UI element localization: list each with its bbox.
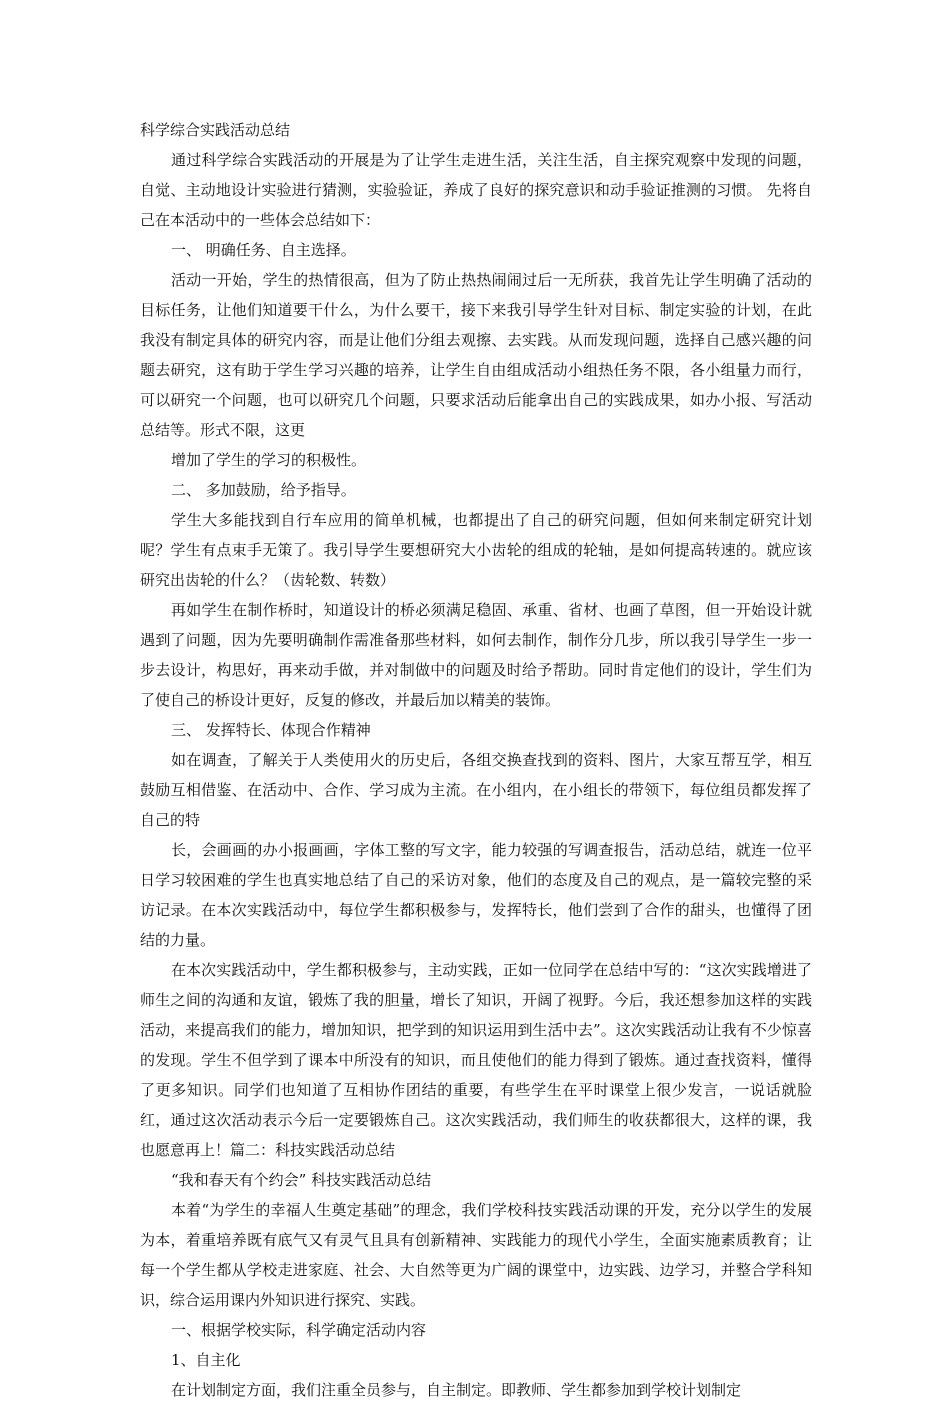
section1-paragraph-1: 活动一开始，学生的热情很高，但为了防止热热闹闹过后一无所获，我首先让学生明确了活动的目标任务，让他们知道要干什么，为什么要干，接下来我引导学生针对目标、制定实验的计划，在此我没有制定具体的研究内容，而是让他们分组去观擦、去实践。从而发现问题，选择自己感兴趣的问题去研究，这有助于学生学习兴趣的培养，让学生自由组成活动小组热任务不限，各小组量力而行，可以研究一个问题，也可以研究几个问题，只要求活动后能拿出自己的实践成果，如办小报、写活动总结等。形式不限，这更 — [140, 271, 812, 439]
part2-title: “我和春天有个约会” 科技实践活动总结 — [171, 1171, 432, 1189]
section1-paragraph-2: 增加了学生的学习的积极性。 — [171, 451, 367, 469]
section3-heading: 三、 发挥特长、体现合作精神 — [171, 721, 371, 739]
part2-section1-heading: 一、根据学校实际，科学确定活动内容 — [171, 1321, 427, 1339]
section2-paragraph-2: 再如学生在制作桥时，知道设计的桥必须满足稳固、承重、省材、也画了草图，但一开始设计就遇到了问题，因为先要明确制作需准备那些材料，如何去制作，制作分几步，所以我引导学生一步一步去设计，构思好，再来动手做，并对制做中的问题及时给予帮助。同时肯定他们的设计，学生们为了使自己的桥设计更好，反复的修改，并最后加以精美的装饰。 — [140, 601, 812, 709]
part2-intro-paragraph: 本着“为学生的幸福人生奠定基础”的理念，我们学校科技实践活动课的开发，充分以学生的发展为本，着重培养既有底气又有灵气且具有创新精神、实践能力的现代小学生，全面实施素质教育；让每一个学生都从学校走进家庭、社会、大自然等更为广阔的课堂中，边实践、边学习，并整合学科知识，综合运用课内外知识进行探究、实践。 — [140, 1201, 812, 1309]
part2-subsection1-heading: 1、自主化 — [171, 1351, 241, 1369]
section3-paragraph-1: 如在调查，了解关于人类使用火的历史后，各组交换查找到的资料、图片，大家互帮互学，相互鼓励互相借鉴、在活动中、合作、学习成为主流。在小组内，在小组长的带领下，每位组员都发挥了自己的特 — [140, 751, 812, 829]
section2-paragraph-1: 学生大多能找到自行车应用的简单机械，也都提出了自己的研究问题，但如何来制定研究计划呢？学生有点束手无策了。我引导学生要想研究大小齿轮的组成的轮轴，是如何提高转速的。就应该研究出齿轮的什么？（齿轮数、转数） — [140, 511, 812, 589]
intro-paragraph: 通过科学综合实践活动的开展是为了让学生走进生活，关注生活，自主探究观察中发现的问题，自觉、主动地设计实验进行猜测，实验验证，养成了良好的探究意识和动手验证推测的习惯。 先将自己在本活动中的一些体会总结如下： — [140, 151, 812, 229]
conclusion-paragraph: 在本次实践活动中，学生都积极参与，主动实践，正如一位同学在总结中写的：“这次实践增进了师生之间的沟通和友谊，锻炼了我的胆量，增长了知识，开阔了视野。今后，我还想参加这样的实践活动，来提高我们的能力，增加知识，把学到的知识运用到生活中去”。这次实践活动让我有不少惊喜的发现。学生不但学到了课本中所没有的知识，而且使他们的能力得到了锻炼。通过查找资料，懂得了更多知识。同学们也知道了互相协作团结的重要，有些学生在平时课堂上很少发言，一说话就脸红，通过这次活动表示今后一定要锻炼自己。这次实践活动，我们师生的收获都很大，这样的课，我也愿意再上！篇二：科技实践活动总结 — [140, 961, 812, 1159]
section3-paragraph-2: 长，会画画的办小报画画，字体工整的写文字，能力较强的写调查报告，活动总结，就连一位平日学习较困难的学生也真实地总结了自己的采访对象，他们的态度及自己的观点，是一篇较完整的采访记录。在本次实践活动中，每位学生都积极参与，发挥特长，他们尝到了合作的甜头，也懂得了团结的力量。 — [140, 841, 812, 949]
section1-heading: 一、 明确任务、自主选择。 — [171, 241, 356, 259]
part2-subsection1-paragraph: 在计划制定方面，我们注重全员参与，自主制定。即教师、学生都参加到学校计划制定 — [171, 1381, 742, 1399]
document-page — [140, 115, 812, 1405]
document-title: 科学综合实践活动总结 — [140, 121, 291, 139]
section2-heading: 二、 多加鼓励，给予指导。 — [171, 481, 356, 499]
